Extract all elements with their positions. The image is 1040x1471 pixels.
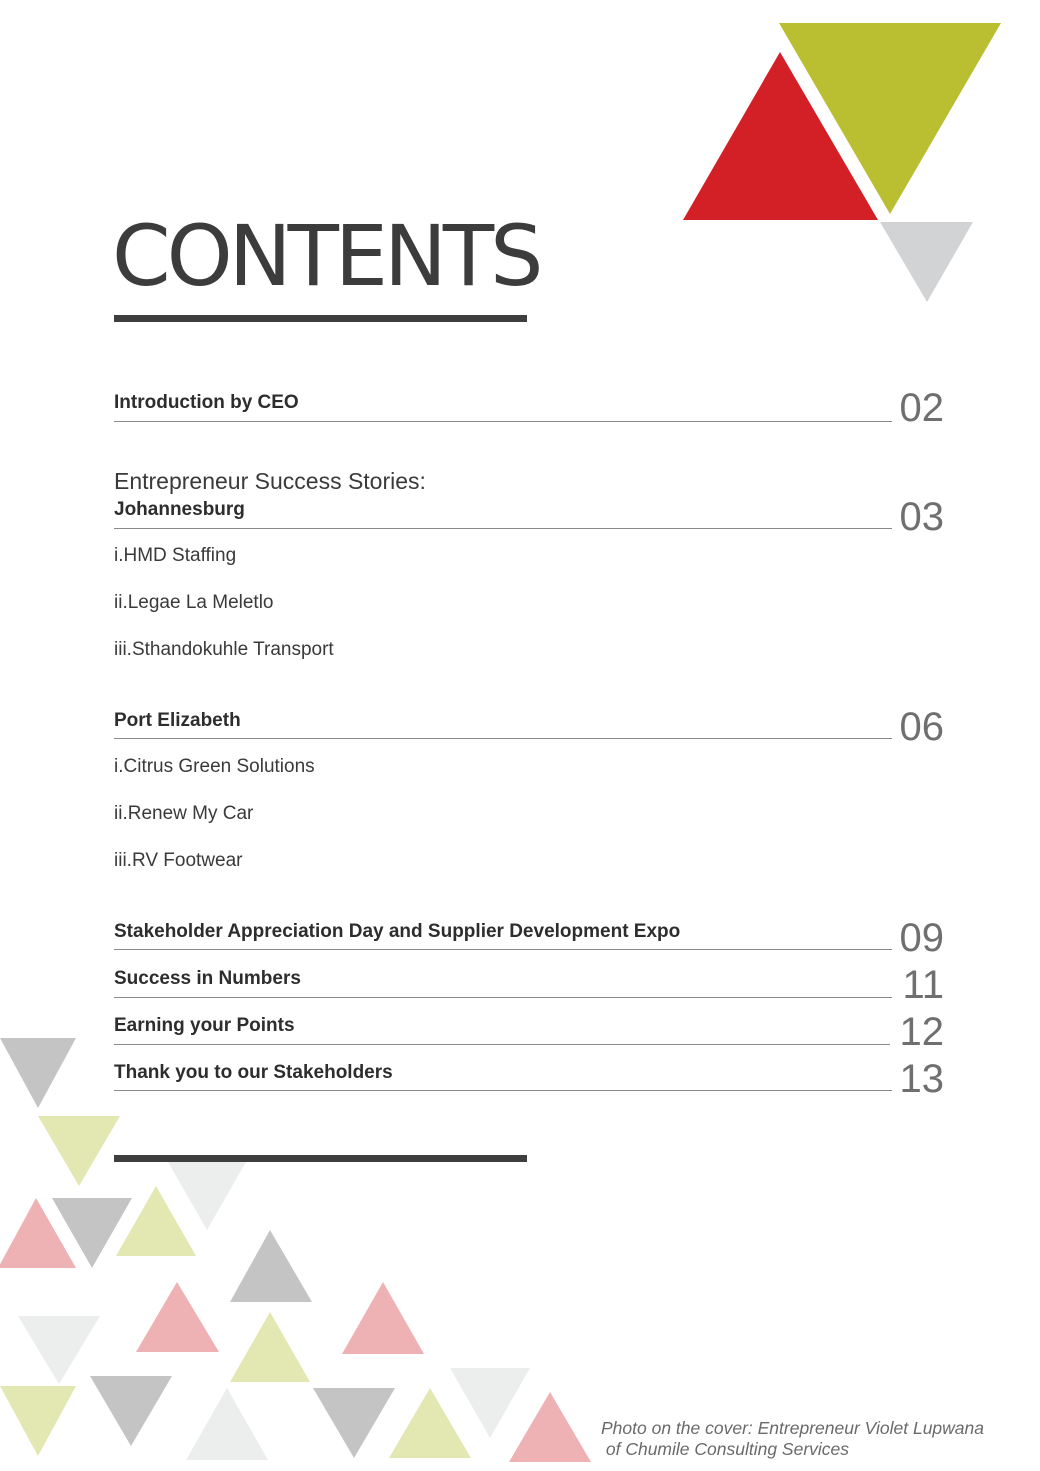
- triangle-decoration: [230, 1230, 312, 1302]
- toc-page-number: 11: [902, 963, 944, 1007]
- cover-photo-caption: [601, 1418, 984, 1460]
- triangle-decoration: [186, 1388, 268, 1460]
- toc-page-number: 09: [899, 916, 944, 960]
- toc-entry-stakeholder-day[interactable]: [114, 916, 944, 960]
- toc-entry-label: Success in Numbers: [114, 968, 301, 989]
- caption-line: Photo on the cover: Entrepreneur Violet Lupwana: [601, 1418, 984, 1438]
- toc-subitem[interactable]: ii.Legae La Meletlo: [114, 592, 274, 613]
- toc-entry-johannesburg[interactable]: [114, 495, 944, 539]
- toc-entry-label: Earning your Points: [114, 1015, 295, 1036]
- triangle-decoration: [38, 1116, 120, 1186]
- triangle-decoration: [116, 1186, 196, 1256]
- toc-subitem[interactable]: iii.Sthandokuhle Transport: [114, 639, 334, 660]
- toc-entry-label: Thank you to our Stakeholders: [114, 1062, 393, 1083]
- toc-page-number: 06: [899, 705, 944, 749]
- triangle-decoration: [0, 1038, 76, 1108]
- grey-triangle-decoration: [880, 222, 973, 302]
- toc-entry-thank-you[interactable]: [114, 1057, 944, 1101]
- toc-entry-label: Port Elizabeth: [114, 710, 241, 731]
- toc-subitem[interactable]: i.HMD Staffing: [114, 545, 237, 566]
- footer-divider-bar: [114, 1155, 527, 1162]
- caption-line: of Chumile Consulting Services: [601, 1439, 850, 1459]
- toc-page-number: 12: [899, 1010, 944, 1054]
- toc-entry-success-numbers[interactable]: [114, 963, 944, 1007]
- toc-page-number: 02: [899, 386, 944, 430]
- toc-entry-label: Stakeholder Appreciation Day and Supplier Development Expo: [114, 921, 681, 942]
- triangle-decoration: [313, 1388, 395, 1458]
- toc-subitem[interactable]: iii.RV Footwear: [114, 850, 243, 871]
- toc-entry-port-elizabeth[interactable]: [114, 705, 944, 749]
- toc-entry-earning-points[interactable]: [114, 1010, 944, 1054]
- triangle-decoration: [342, 1282, 424, 1354]
- triangle-decoration: [509, 1392, 591, 1462]
- triangle-decoration: [136, 1282, 219, 1352]
- triangle-decoration: [18, 1316, 100, 1384]
- title-underline-bar: [114, 315, 527, 322]
- triangle-decoration: [168, 1162, 246, 1230]
- triangle-decoration: [389, 1388, 471, 1458]
- toc-entry-introduction[interactable]: [114, 386, 944, 430]
- triangle-decoration: [90, 1376, 172, 1446]
- toc-page-number: 03: [899, 495, 944, 539]
- toc-page-number: 13: [899, 1057, 944, 1101]
- page-title: CONTENTS: [112, 207, 540, 305]
- toc-entry-label: Introduction by CEO: [114, 392, 299, 413]
- triangle-decoration: [450, 1368, 530, 1438]
- triangle-decoration: [230, 1312, 310, 1382]
- toc-entry-label: Johannesburg: [114, 499, 245, 520]
- toc-subitem[interactable]: ii.Renew My Car: [114, 803, 254, 824]
- triangle-decoration: [0, 1386, 76, 1456]
- section-heading: Entrepreneur Success Stories:: [114, 468, 426, 494]
- toc-subitem[interactable]: i.Citrus Green Solutions: [114, 756, 315, 777]
